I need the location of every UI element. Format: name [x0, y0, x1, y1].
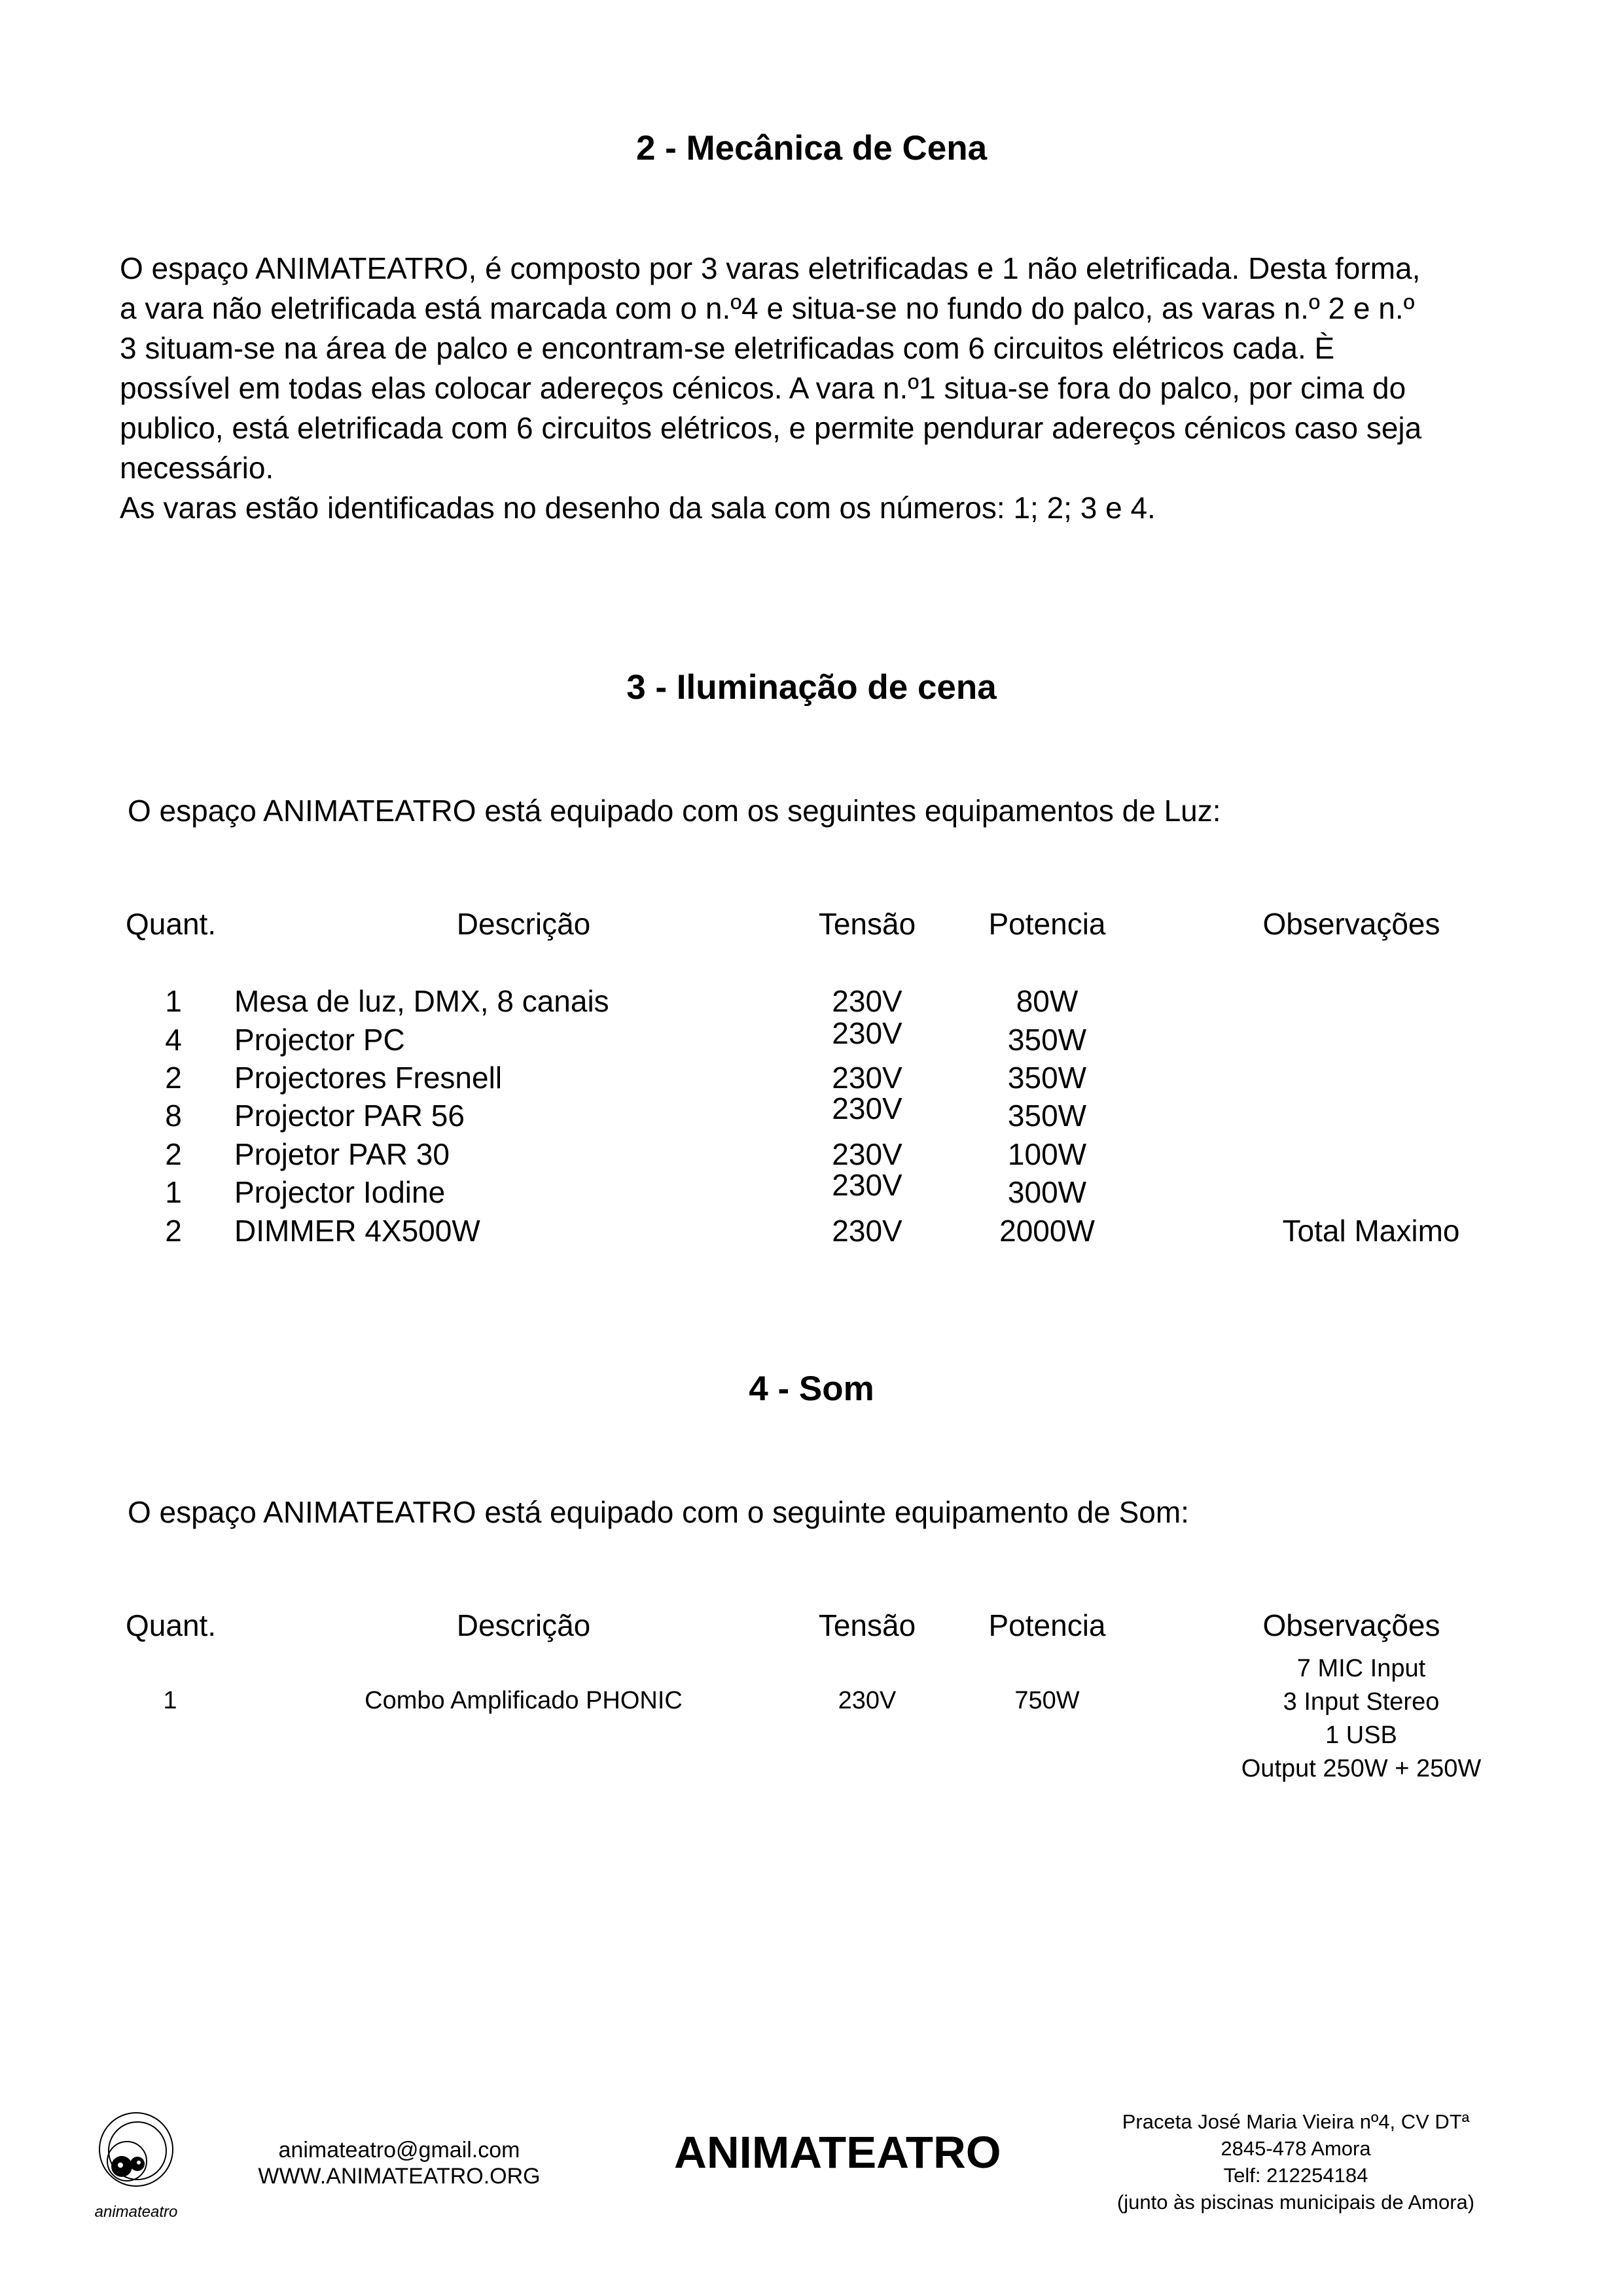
cell-tensao: 230V: [832, 1091, 902, 1125]
cell-tensao: 230V: [832, 1168, 902, 1202]
header-potencia: Potencia: [988, 907, 1106, 941]
header-tensao: Tensão: [818, 1608, 916, 1642]
section-3-intro: O espaço ANIMATEATRO está equipado com os seguintes equipamentos de Luz:: [128, 794, 1221, 828]
paragraph-line: O espaço ANIMATEATRO, é composto por 3 varas eletrificadas e 1 não eletrificada. Desta forma,: [120, 251, 1421, 285]
paragraph-line: 3 situam-se na área de palco e encontram-se eletrificadas com 6 circuitos elétricos cada. È: [120, 331, 1335, 365]
paragraph-line: necessário.: [120, 451, 274, 485]
cell-quant: 1: [163, 1687, 177, 1714]
cell-tensao: 230V: [832, 1016, 902, 1050]
website-link[interactable]: WWW.ANIMATEATRO.ORG: [258, 2164, 541, 2189]
email-link[interactable]: animateatro@gmail.com: [278, 2138, 520, 2163]
header-desc: Descrição: [456, 1608, 591, 1642]
cell-tensao: 230V: [832, 984, 902, 1018]
cell-desc: Projector PC: [234, 1023, 405, 1057]
cell-obs: [1198, 1652, 1525, 1786]
section-4-intro: O espaço ANIMATEATRO está equipado com o seguinte equipamento de Som:: [128, 1495, 1189, 1529]
cell-quant: 2: [165, 1214, 182, 1248]
cell-desc: Projetor PAR 30: [234, 1137, 450, 1171]
paragraph-line: publico, está eletrificada com 6 circuitos elétricos, e permite pendurar adereços cénicos caso seja: [120, 411, 1422, 445]
cell-desc: Projectores Fresnell: [234, 1061, 503, 1095]
cell-desc: Combo Amplificado PHONIC: [365, 1687, 683, 1714]
address-line: Telf: 212254184: [1223, 2164, 1368, 2187]
paragraph-line: a vara não eletrificada está marcada com o n.º4 e situa-se no fundo do palco, as varas n.º 2 e n.º: [120, 291, 1415, 325]
cell-quant: 8: [165, 1099, 182, 1133]
brand-name: ANIMATEATRO: [674, 2127, 1001, 2178]
cell-obs: Total Maximo: [1282, 1214, 1460, 1248]
header-potencia: Potencia: [988, 1608, 1106, 1642]
cell-tensao: 230V: [832, 1137, 902, 1171]
cell-quant: 1: [165, 1175, 182, 1209]
cell-potencia: 350W: [1007, 1099, 1087, 1133]
paragraph-line: possível em todas elas colocar adereços cénicos. A vara n.º1 situa-se fora do palco, por cima do: [120, 371, 1406, 405]
address-line: (junto às piscinas municipais de Amora): [1116, 2191, 1475, 2214]
paragraph-line: As varas estão identificadas no desenho da sala com os números: 1; 2; 3 e 4.: [120, 491, 1156, 525]
section-2-title: 2 - Mecânica de Cena: [635, 129, 988, 168]
contact-block: [249, 2137, 550, 2189]
address-line: 2845-478 Amora: [1221, 2137, 1371, 2160]
logo-mark-icon: [84, 2110, 188, 2202]
cell-potencia: 750W: [1014, 1687, 1080, 1714]
section-3-title: 3 - Iluminação de cena: [626, 668, 997, 707]
header-obs: Observações: [1262, 907, 1440, 941]
header-quant: Quant.: [126, 1608, 217, 1642]
cell-quant: 4: [165, 1023, 182, 1057]
section-4-title: 4 - Som: [749, 1369, 874, 1408]
logo-text: animateatro: [94, 2203, 178, 2221]
cell-tensao: 230V: [838, 1687, 897, 1714]
cell-tensao: 230V: [832, 1214, 902, 1248]
address-block: [1113, 2108, 1479, 2216]
obs-line: Output 250W + 250W: [1241, 1755, 1482, 1782]
cell-desc: Projector PAR 56: [234, 1099, 465, 1133]
obs-line: 7 MIC Input: [1296, 1655, 1426, 1682]
header-obs: Observações: [1262, 1608, 1440, 1642]
cell-quant: 2: [165, 1137, 182, 1171]
cell-potencia: 80W: [1016, 984, 1079, 1018]
cell-potencia: 350W: [1007, 1023, 1087, 1057]
cell-potencia: 2000W: [999, 1214, 1095, 1248]
header-desc: Descrição: [456, 907, 591, 941]
cell-quant: 1: [165, 984, 182, 1018]
cell-desc: Mesa de luz, DMX, 8 canais: [234, 984, 609, 1018]
cell-desc: DIMMER 4X500W: [234, 1214, 480, 1248]
cell-potencia: 100W: [1007, 1137, 1087, 1171]
header-tensao: Tensão: [818, 907, 916, 941]
cell-desc: Projector Iodine: [234, 1175, 446, 1209]
section-2-paragraph: [120, 249, 1560, 528]
address-line: Praceta José Maria Vieira nº4, CV DTª: [1122, 2110, 1470, 2133]
animateatro-logo: [84, 2110, 188, 2221]
obs-line: 1 USB: [1325, 1722, 1397, 1749]
cell-quant: 2: [165, 1061, 182, 1095]
cell-potencia: 300W: [1007, 1175, 1087, 1209]
cell-potencia: 350W: [1007, 1061, 1087, 1095]
cell-tensao: 230V: [832, 1061, 902, 1095]
obs-line: 3 Input Stereo: [1283, 1688, 1440, 1716]
header-quant: Quant.: [126, 907, 217, 941]
